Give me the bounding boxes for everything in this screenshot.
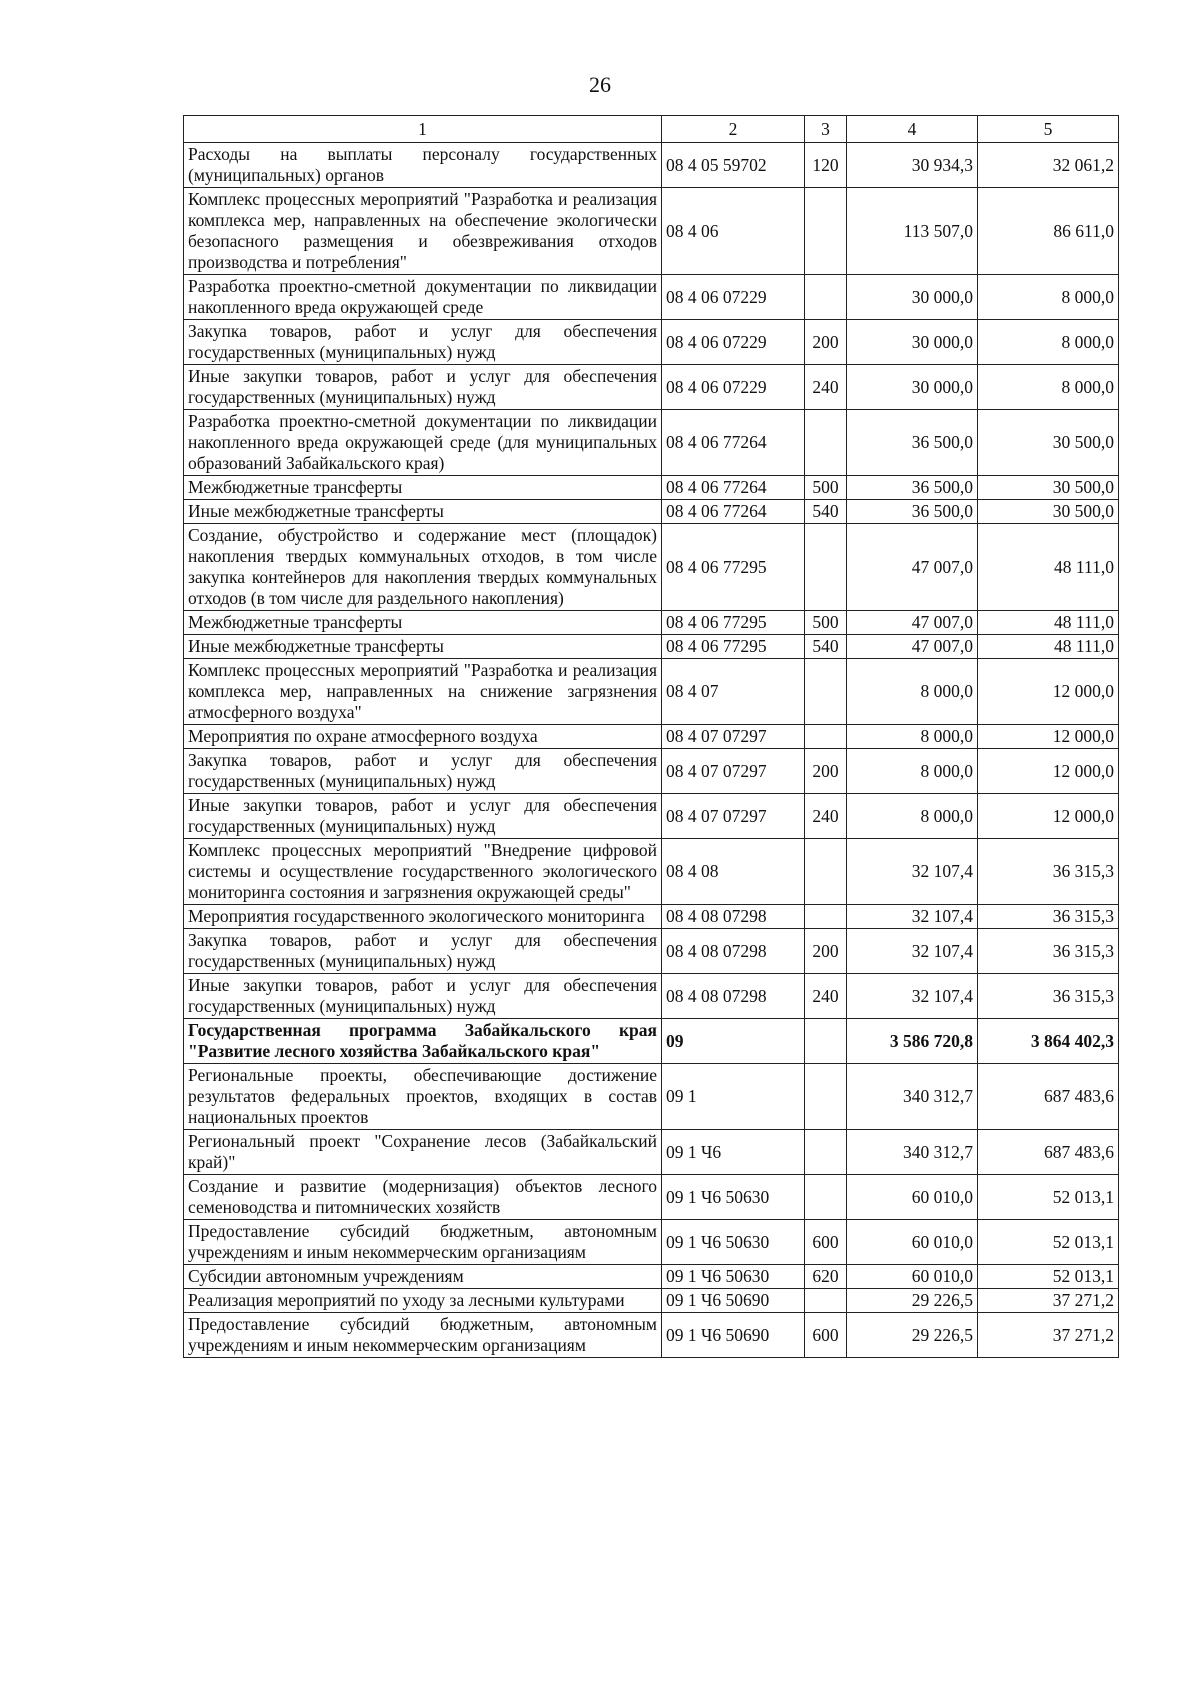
table-row bbox=[184, 659, 1119, 725]
row-name-cell: Иные межбюджетные трансферты bbox=[184, 500, 662, 524]
row-name-cell: Иные закупки товаров, работ и услуг для обеспечения государственных (муниципальных) нужд bbox=[184, 794, 662, 839]
column-header-1: 1 bbox=[184, 116, 662, 143]
row-name-cell: Иные закупки товаров, работ и услуг для обеспечения государственных (муниципальных) нужд bbox=[184, 365, 662, 410]
row-type-cell: 600 bbox=[805, 1220, 847, 1265]
row-code-cell: 09 1 Ч6 50690 bbox=[662, 1289, 805, 1313]
row-code-cell: 08 4 06 77295 bbox=[662, 524, 805, 611]
row-name-cell: Мероприятия по охране атмосферного воздуха bbox=[184, 725, 662, 749]
row-value-1-cell: 8 000,0 bbox=[847, 659, 978, 725]
row-name-cell: Закупка товаров, работ и услуг для обеспечения государственных (муниципальных) нужд bbox=[184, 749, 662, 794]
table-row bbox=[184, 635, 1119, 659]
row-value-2-cell: 12 000,0 bbox=[978, 659, 1119, 725]
row-name-cell: Межбюджетные трансферты bbox=[184, 611, 662, 635]
row-value-1-cell: 47 007,0 bbox=[847, 611, 978, 635]
table-row bbox=[184, 794, 1119, 839]
row-code-cell: 09 1 Ч6 bbox=[662, 1130, 805, 1175]
table-row bbox=[184, 500, 1119, 524]
row-value-1-cell: 30 000,0 bbox=[847, 365, 978, 410]
row-code-cell: 09 1 Ч6 50690 bbox=[662, 1313, 805, 1358]
row-code-cell: 08 4 06 07229 bbox=[662, 320, 805, 365]
row-value-1-cell: 30 000,0 bbox=[847, 320, 978, 365]
table-row bbox=[184, 725, 1119, 749]
row-value-1-cell: 60 010,0 bbox=[847, 1220, 978, 1265]
row-name-cell: Расходы на выплаты персоналу государственных (муниципальных) органов bbox=[184, 143, 662, 188]
row-code-cell: 08 4 06 07229 bbox=[662, 275, 805, 320]
row-code-cell: 08 4 06 07229 bbox=[662, 365, 805, 410]
table-row bbox=[184, 476, 1119, 500]
table-body bbox=[184, 143, 1119, 1358]
row-name-cell: Реализация мероприятий по уходу за лесными культурами bbox=[184, 1289, 662, 1313]
column-header-4: 4 bbox=[847, 116, 978, 143]
row-name-cell: Предоставление субсидий бюджетным, автономным учреждениям и иным некоммерческим организациям bbox=[184, 1220, 662, 1265]
row-type-cell: 200 bbox=[805, 320, 847, 365]
row-name-cell: Разработка проектно-сметной документации по ликвидации накопленного вреда окружающей среде (для муниципальных образований Забайкальского края) bbox=[184, 410, 662, 476]
row-value-1-cell: 340 312,7 bbox=[847, 1130, 978, 1175]
row-value-2-cell: 12 000,0 bbox=[978, 794, 1119, 839]
table-row bbox=[184, 188, 1119, 275]
table-row bbox=[184, 1220, 1119, 1265]
row-type-cell: 200 bbox=[805, 929, 847, 974]
row-value-2-cell: 12 000,0 bbox=[978, 749, 1119, 794]
row-value-2-cell: 52 013,1 bbox=[978, 1220, 1119, 1265]
row-code-cell: 09 1 bbox=[662, 1064, 805, 1130]
row-value-1-cell: 36 500,0 bbox=[847, 500, 978, 524]
row-type-cell bbox=[805, 725, 847, 749]
row-type-cell: 120 bbox=[805, 143, 847, 188]
row-type-cell: 600 bbox=[805, 1313, 847, 1358]
row-code-cell: 08 4 06 77295 bbox=[662, 611, 805, 635]
row-type-cell: 500 bbox=[805, 476, 847, 500]
row-value-1-cell: 30 934,3 bbox=[847, 143, 978, 188]
budget-table bbox=[183, 115, 1119, 1358]
row-value-2-cell: 48 111,0 bbox=[978, 611, 1119, 635]
row-type-cell: 240 bbox=[805, 974, 847, 1019]
row-value-1-cell: 32 107,4 bbox=[847, 929, 978, 974]
row-name-cell: Иные закупки товаров, работ и услуг для обеспечения государственных (муниципальных) нужд bbox=[184, 974, 662, 1019]
row-value-1-cell: 30 000,0 bbox=[847, 275, 978, 320]
row-value-2-cell: 30 500,0 bbox=[978, 476, 1119, 500]
row-code-cell: 08 4 08 07298 bbox=[662, 974, 805, 1019]
row-value-1-cell: 29 226,5 bbox=[847, 1313, 978, 1358]
table-row bbox=[184, 143, 1119, 188]
row-name-cell: Создание, обустройство и содержание мест (площадок) накопления твердых коммунальных отходов, в том числе закупка контейнеров для накопления твердых коммунальных отходов (в том числе для раздельного накопления) bbox=[184, 524, 662, 611]
row-code-cell: 08 4 06 bbox=[662, 188, 805, 275]
row-value-1-cell: 340 312,7 bbox=[847, 1064, 978, 1130]
column-header-3: 3 bbox=[805, 116, 847, 143]
row-value-1-cell: 29 226,5 bbox=[847, 1289, 978, 1313]
row-value-2-cell: 30 500,0 bbox=[978, 500, 1119, 524]
row-value-2-cell: 37 271,2 bbox=[978, 1289, 1119, 1313]
row-type-cell: 240 bbox=[805, 794, 847, 839]
row-value-1-cell: 60 010,0 bbox=[847, 1175, 978, 1220]
table-row bbox=[184, 611, 1119, 635]
table-row bbox=[184, 1175, 1119, 1220]
row-value-2-cell: 52 013,1 bbox=[978, 1175, 1119, 1220]
column-header-5: 5 bbox=[978, 116, 1119, 143]
row-value-1-cell: 113 507,0 bbox=[847, 188, 978, 275]
row-value-1-cell: 32 107,4 bbox=[847, 905, 978, 929]
row-type-cell bbox=[805, 1019, 847, 1064]
column-header-2: 2 bbox=[662, 116, 805, 143]
row-code-cell: 08 4 08 07298 bbox=[662, 929, 805, 974]
row-name-cell: Комплекс процессных мероприятий "Разработка и реализация комплекса мер, направленных на снижение загрязнения атмосферного воздуха" bbox=[184, 659, 662, 725]
row-code-cell: 08 4 06 77295 bbox=[662, 635, 805, 659]
table-row bbox=[184, 749, 1119, 794]
row-type-cell bbox=[805, 839, 847, 905]
row-code-cell: 08 4 07 07297 bbox=[662, 725, 805, 749]
row-value-2-cell: 36 315,3 bbox=[978, 974, 1119, 1019]
row-value-2-cell: 3 864 402,3 bbox=[978, 1019, 1119, 1064]
row-value-1-cell: 8 000,0 bbox=[847, 749, 978, 794]
table-row bbox=[184, 1289, 1119, 1313]
table-row bbox=[184, 1313, 1119, 1358]
row-code-cell: 08 4 08 07298 bbox=[662, 905, 805, 929]
row-name-cell: Государственная программа Забайкальского края "Развитие лесного хозяйства Забайкальского края" bbox=[184, 1019, 662, 1064]
row-value-1-cell: 32 107,4 bbox=[847, 974, 978, 1019]
row-name-cell: Комплекс процессных мероприятий "Разработка и реализация комплекса мер, направленных на обеспечение экологически безопасного размещения и обезвреживания отходов производства и потребления" bbox=[184, 188, 662, 275]
table-row bbox=[184, 839, 1119, 905]
table-row bbox=[184, 275, 1119, 320]
row-value-2-cell: 36 315,3 bbox=[978, 839, 1119, 905]
row-type-cell: 500 bbox=[805, 611, 847, 635]
row-code-cell: 08 4 06 77264 bbox=[662, 500, 805, 524]
row-type-cell bbox=[805, 905, 847, 929]
row-value-1-cell: 47 007,0 bbox=[847, 524, 978, 611]
row-code-cell: 09 1 Ч6 50630 bbox=[662, 1265, 805, 1289]
row-name-cell: Комплекс процессных мероприятий "Внедрение цифровой системы и осуществление государственного экологического мониторинга состояния и загрязнения окружающей среды" bbox=[184, 839, 662, 905]
row-type-cell bbox=[805, 1289, 847, 1313]
row-value-1-cell: 3 586 720,8 bbox=[847, 1019, 978, 1064]
row-type-cell: 540 bbox=[805, 500, 847, 524]
row-name-cell: Закупка товаров, работ и услуг для обеспечения государственных (муниципальных) нужд bbox=[184, 929, 662, 974]
row-type-cell bbox=[805, 188, 847, 275]
row-value-2-cell: 86 611,0 bbox=[978, 188, 1119, 275]
row-value-2-cell: 37 271,2 bbox=[978, 1313, 1119, 1358]
row-value-2-cell: 32 061,2 bbox=[978, 143, 1119, 188]
row-type-cell bbox=[805, 524, 847, 611]
row-code-cell: 09 bbox=[662, 1019, 805, 1064]
row-name-cell: Предоставление субсидий бюджетным, автономным учреждениям и иным некоммерческим организациям bbox=[184, 1313, 662, 1358]
row-code-cell: 08 4 07 bbox=[662, 659, 805, 725]
row-value-2-cell: 687 483,6 bbox=[978, 1130, 1119, 1175]
row-code-cell: 08 4 07 07297 bbox=[662, 749, 805, 794]
row-value-1-cell: 32 107,4 bbox=[847, 839, 978, 905]
row-value-2-cell: 8 000,0 bbox=[978, 365, 1119, 410]
row-value-2-cell: 48 111,0 bbox=[978, 524, 1119, 611]
row-type-cell bbox=[805, 275, 847, 320]
row-value-2-cell: 8 000,0 bbox=[978, 275, 1119, 320]
table-row bbox=[184, 410, 1119, 476]
row-name-cell: Региональный проект "Сохранение лесов (Забайкальский край)" bbox=[184, 1130, 662, 1175]
table-row bbox=[184, 524, 1119, 611]
row-value-2-cell: 687 483,6 bbox=[978, 1064, 1119, 1130]
row-value-2-cell: 12 000,0 bbox=[978, 725, 1119, 749]
row-name-cell: Мероприятия государственного экологического мониторинга bbox=[184, 905, 662, 929]
row-code-cell: 08 4 08 bbox=[662, 839, 805, 905]
table-row bbox=[184, 974, 1119, 1019]
table-row bbox=[184, 1265, 1119, 1289]
row-value-2-cell: 36 315,3 bbox=[978, 929, 1119, 974]
row-value-1-cell: 8 000,0 bbox=[847, 725, 978, 749]
row-value-1-cell: 36 500,0 bbox=[847, 410, 978, 476]
page-number: 26 bbox=[589, 72, 611, 97]
row-code-cell: 09 1 Ч6 50630 bbox=[662, 1220, 805, 1265]
row-type-cell bbox=[805, 1175, 847, 1220]
row-value-1-cell: 60 010,0 bbox=[847, 1265, 978, 1289]
row-value-2-cell: 52 013,1 bbox=[978, 1265, 1119, 1289]
row-type-cell: 620 bbox=[805, 1265, 847, 1289]
row-type-cell bbox=[805, 1064, 847, 1130]
row-value-1-cell: 36 500,0 bbox=[847, 476, 978, 500]
row-type-cell bbox=[805, 1130, 847, 1175]
row-type-cell bbox=[805, 410, 847, 476]
table-row bbox=[184, 1130, 1119, 1175]
row-type-cell: 240 bbox=[805, 365, 847, 410]
table-row bbox=[184, 320, 1119, 365]
row-name-cell: Иные межбюджетные трансферты bbox=[184, 635, 662, 659]
header-row bbox=[184, 116, 1119, 143]
row-code-cell: 09 1 Ч6 50630 bbox=[662, 1175, 805, 1220]
row-value-1-cell: 8 000,0 bbox=[847, 794, 978, 839]
row-name-cell: Разработка проектно-сметной документации по ликвидации накопленного вреда окружающей среде bbox=[184, 275, 662, 320]
table-row bbox=[184, 1064, 1119, 1130]
row-value-2-cell: 8 000,0 bbox=[978, 320, 1119, 365]
row-type-cell: 540 bbox=[805, 635, 847, 659]
row-value-2-cell: 36 315,3 bbox=[978, 905, 1119, 929]
row-name-cell: Региональные проекты, обеспечивающие достижение результатов федеральных проектов, входящих в состав национальных проектов bbox=[184, 1064, 662, 1130]
table-row bbox=[184, 365, 1119, 410]
row-type-cell bbox=[805, 659, 847, 725]
row-value-2-cell: 30 500,0 bbox=[978, 410, 1119, 476]
row-code-cell: 08 4 07 07297 bbox=[662, 794, 805, 839]
table-row bbox=[184, 905, 1119, 929]
row-name-cell: Субсидии автономным учреждениям bbox=[184, 1265, 662, 1289]
row-value-1-cell: 47 007,0 bbox=[847, 635, 978, 659]
row-type-cell: 200 bbox=[805, 749, 847, 794]
row-name-cell: Закупка товаров, работ и услуг для обеспечения государственных (муниципальных) нужд bbox=[184, 320, 662, 365]
row-name-cell: Создание и развитие (модернизация) объектов лесного семеноводства и питомнических хозяйств bbox=[184, 1175, 662, 1220]
row-code-cell: 08 4 06 77264 bbox=[662, 476, 805, 500]
row-code-cell: 08 4 05 59702 bbox=[662, 143, 805, 188]
row-code-cell: 08 4 06 77264 bbox=[662, 410, 805, 476]
row-name-cell: Межбюджетные трансферты bbox=[184, 476, 662, 500]
table-row bbox=[184, 1019, 1119, 1064]
row-value-2-cell: 48 111,0 bbox=[978, 635, 1119, 659]
table-row bbox=[184, 929, 1119, 974]
